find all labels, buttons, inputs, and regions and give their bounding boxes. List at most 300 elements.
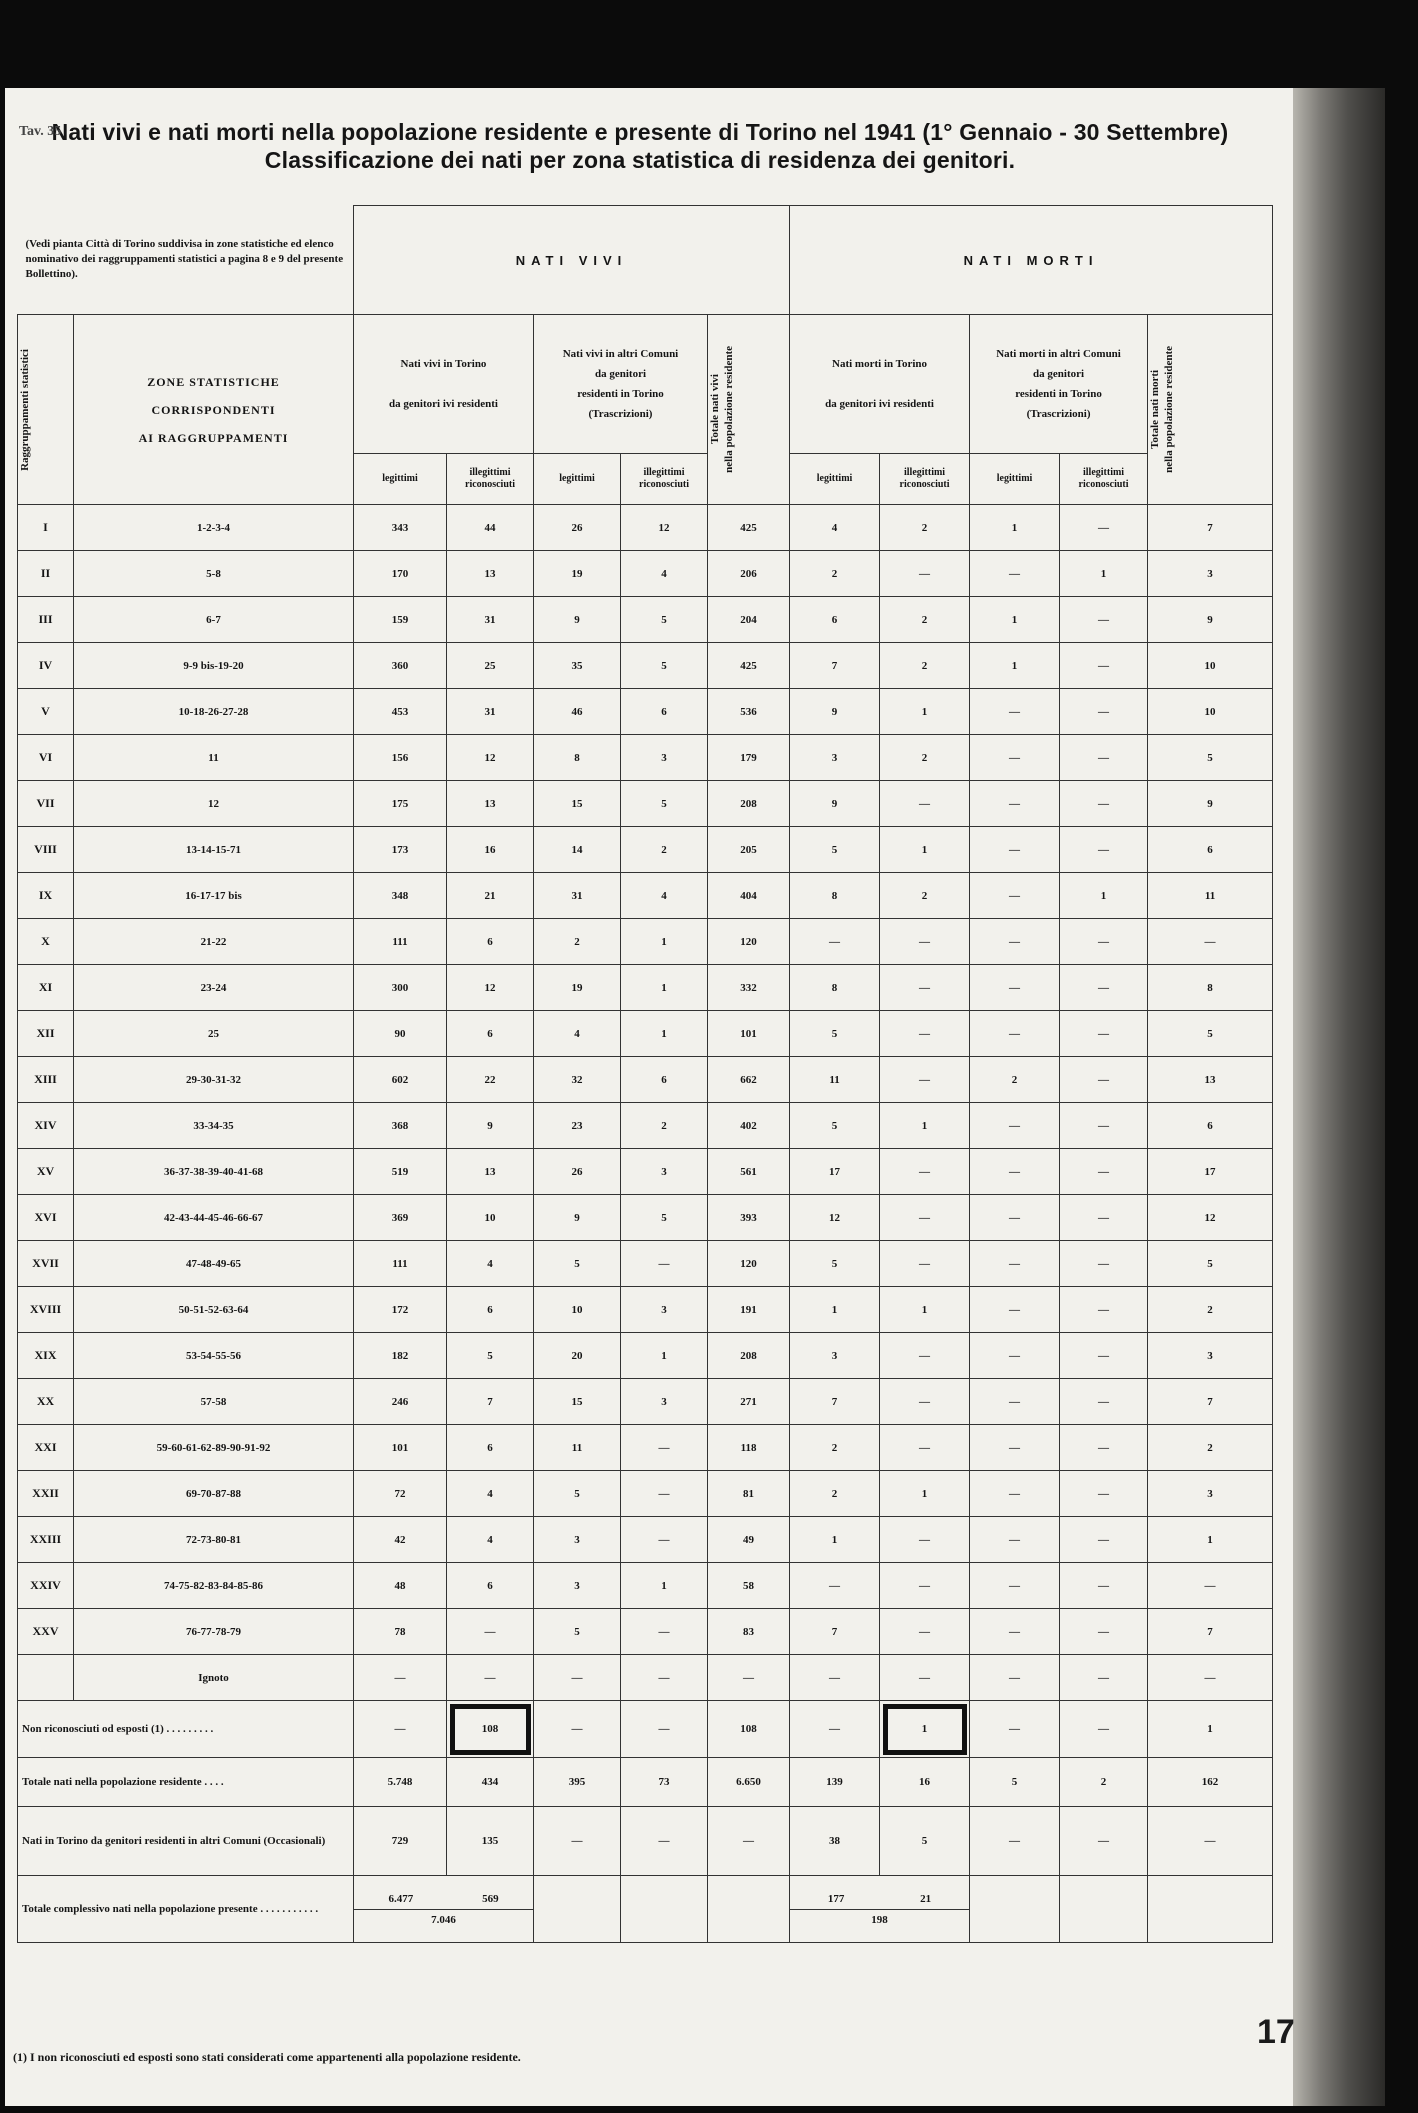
- page-binding-shadow: [1293, 88, 1385, 2106]
- value-cell: 46: [534, 689, 621, 735]
- table-row: [18, 1425, 1273, 1471]
- value-cell: 300: [354, 965, 447, 1011]
- zone-cell: 12: [74, 781, 354, 827]
- table-row: [18, 1149, 1273, 1195]
- totale-morti-label: [1148, 346, 1176, 473]
- table-row: [18, 689, 1273, 735]
- table-row: [18, 1011, 1273, 1057]
- value-cell: —: [708, 1655, 790, 1701]
- value-cell: 12: [447, 735, 534, 781]
- value-cell: —: [970, 1517, 1060, 1563]
- totale-vivi-label: [708, 346, 736, 473]
- value-cell: 5: [1148, 735, 1273, 781]
- value-cell: 5: [534, 1471, 621, 1517]
- value-cell: 23: [534, 1103, 621, 1149]
- value-cell: 22: [447, 1057, 534, 1103]
- value-cell: 453: [354, 689, 447, 735]
- raggruppamento-cell: XIII: [18, 1057, 74, 1103]
- value-cell: 4: [534, 1011, 621, 1057]
- value-cell: —: [880, 1609, 970, 1655]
- totale-row: [18, 1758, 1273, 1807]
- raggruppamento-cell: XX: [18, 1379, 74, 1425]
- value-cell: 4: [621, 551, 708, 597]
- value-cell: 5: [621, 643, 708, 689]
- zone-cell: 72-73-80-81: [74, 1517, 354, 1563]
- value-cell: —: [880, 1195, 970, 1241]
- zone-cell: 10-18-26-27-28: [74, 689, 354, 735]
- zone-cell: 69-70-87-88: [74, 1471, 354, 1517]
- raggruppamento-cell: XIV: [18, 1103, 74, 1149]
- raggruppamento-cell: XII: [18, 1011, 74, 1057]
- value-cell: 156: [354, 735, 447, 781]
- value-cell: —: [1060, 1333, 1148, 1379]
- value-cell: —: [621, 1701, 708, 1758]
- totale-vivi-header: [708, 315, 790, 505]
- morti-torino-header: [790, 315, 970, 454]
- morti-altri-l1: Nati morti in altri Comuni: [996, 348, 1121, 360]
- value-cell: —: [880, 1379, 970, 1425]
- value-cell: —: [708, 1807, 790, 1876]
- value-cell: 162: [1148, 1758, 1273, 1807]
- value-cell: 120: [708, 919, 790, 965]
- value-cell: 3: [534, 1563, 621, 1609]
- raggruppamento-cell: XXIV: [18, 1563, 74, 1609]
- value-cell: 5: [621, 597, 708, 643]
- value-cell: 10: [534, 1287, 621, 1333]
- complessivo-illegittimi: 21: [920, 1892, 932, 1905]
- col-illegittimi: [1060, 454, 1148, 505]
- value-cell: 172: [354, 1287, 447, 1333]
- value-cell: 2: [1148, 1425, 1273, 1471]
- value-cell: 111: [354, 919, 447, 965]
- value-cell: 7: [1148, 1609, 1273, 1655]
- value-cell: 38: [790, 1807, 880, 1876]
- col-legittimi: legittimi: [534, 454, 621, 505]
- vivi-torino-l2: da genitori ivi residenti: [389, 398, 498, 410]
- value-cell: 2: [880, 643, 970, 689]
- value-cell: 5: [621, 1195, 708, 1241]
- table-row: [18, 1471, 1273, 1517]
- illegittimi-l1: illegittimi: [469, 467, 511, 478]
- raggruppamento-cell: XV: [18, 1149, 74, 1195]
- table-row: [18, 781, 1273, 827]
- zone-cell: 74-75-82-83-84-85-86: [74, 1563, 354, 1609]
- value-cell: 2: [880, 735, 970, 781]
- value-cell: 3: [621, 1379, 708, 1425]
- value-cell: 343: [354, 505, 447, 551]
- zone-cell: 33-34-35: [74, 1103, 354, 1149]
- value-cell: 120: [708, 1241, 790, 1287]
- raggruppamento-cell: II: [18, 551, 74, 597]
- value-cell: 1: [621, 1563, 708, 1609]
- value-cell: 5: [534, 1241, 621, 1287]
- vivi-torino-l1: Nati vivi in Torino: [400, 358, 487, 370]
- value-cell: 175: [354, 781, 447, 827]
- table-row: [18, 1103, 1273, 1149]
- value-cell: 182: [354, 1333, 447, 1379]
- value-cell: 26: [534, 505, 621, 551]
- value-cell: 246: [354, 1379, 447, 1425]
- value-cell: 58: [708, 1563, 790, 1609]
- value-cell: 360: [354, 643, 447, 689]
- totale-vivi-l1: Totale nati vivi: [709, 374, 721, 445]
- value-cell: 11: [790, 1057, 880, 1103]
- value-cell: 78: [354, 1609, 447, 1655]
- morti-altri-l2: da genitori: [1033, 368, 1085, 380]
- value-cell: —: [970, 1655, 1060, 1701]
- value-cell: —: [1060, 1149, 1148, 1195]
- value-cell: 3: [1148, 551, 1273, 597]
- value-cell: 6: [447, 1287, 534, 1333]
- empty-cell: [1148, 1876, 1273, 1943]
- value-cell: —: [970, 689, 1060, 735]
- zone-label-2: CORRISPONDENTI: [151, 402, 276, 417]
- value-cell: —: [970, 1287, 1060, 1333]
- vivi-altri-l4: (Trascrizioni): [588, 408, 653, 420]
- value-cell: 1: [880, 827, 970, 873]
- value-cell: 332: [708, 965, 790, 1011]
- value-cell: —: [970, 1379, 1060, 1425]
- raggruppamento-cell: XI: [18, 965, 74, 1011]
- zone-cell: 57-58: [74, 1379, 354, 1425]
- value-cell: 20: [534, 1333, 621, 1379]
- value-cell: 3: [790, 735, 880, 781]
- value-cell: —: [1060, 1471, 1148, 1517]
- value-cell: 425: [708, 643, 790, 689]
- raggruppamento-cell: XVI: [18, 1195, 74, 1241]
- value-cell: 26: [534, 1149, 621, 1195]
- raggruppamento-cell: X: [18, 919, 74, 965]
- raggruppamento-cell: XVIII: [18, 1287, 74, 1333]
- raggruppamento-cell: IX: [18, 873, 74, 919]
- table-row: [18, 1195, 1273, 1241]
- empty-cell: [1060, 1876, 1148, 1943]
- value-cell: 536: [708, 689, 790, 735]
- value-cell: 1: [790, 1287, 880, 1333]
- nonric-row-label: Non riconosciuti od esposti (1) . . . . . . . . .: [18, 1701, 354, 1758]
- value-cell: 31: [447, 689, 534, 735]
- raggruppamento-cell: IV: [18, 643, 74, 689]
- page-subtitle: Classificazione dei nati per zona statistica di residenza dei genitori.: [264, 147, 1016, 173]
- zone-cell: 50-51-52-63-64: [74, 1287, 354, 1333]
- value-cell: 12: [447, 965, 534, 1011]
- raggruppamento-cell: XXIII: [18, 1517, 74, 1563]
- value-cell: 348: [354, 873, 447, 919]
- table-row: [18, 1655, 1273, 1701]
- value-cell: 7: [790, 1609, 880, 1655]
- table-row: [18, 827, 1273, 873]
- value-cell: —: [970, 1241, 1060, 1287]
- table-row: [18, 1563, 1273, 1609]
- morti-torino-l1: Nati morti in Torino: [832, 358, 928, 370]
- value-cell: 208: [708, 1333, 790, 1379]
- value-cell: 5: [621, 781, 708, 827]
- value-cell: 1: [621, 1333, 708, 1379]
- value-cell: —: [1148, 1563, 1273, 1609]
- value-cell: 602: [354, 1057, 447, 1103]
- value-cell: —: [880, 1241, 970, 1287]
- value-cell: 3: [621, 1287, 708, 1333]
- value-cell: 101: [708, 1011, 790, 1057]
- value-cell: 1: [1148, 1701, 1273, 1758]
- value-cell: 1: [621, 919, 708, 965]
- value-cell: —: [970, 873, 1060, 919]
- complessivo-group: [354, 1876, 534, 1943]
- value-cell: 1: [1060, 551, 1148, 597]
- value-cell: 101: [354, 1425, 447, 1471]
- value-cell: 395: [534, 1758, 621, 1807]
- table-row: [18, 1609, 1273, 1655]
- value-cell: 1: [880, 1471, 970, 1517]
- table-row: [18, 643, 1273, 689]
- complessivo-label: Totale complessivo nati nella popolazione presente . . . . . . . . . . .: [18, 1876, 354, 1943]
- raggruppamenti-header: [18, 315, 74, 505]
- value-cell: 402: [708, 1103, 790, 1149]
- value-cell: 8: [534, 735, 621, 781]
- morti-altri-l3: residenti in Torino: [1015, 388, 1102, 400]
- value-cell: —: [790, 1655, 880, 1701]
- value-cell: 15: [534, 781, 621, 827]
- value-cell: 6: [447, 1425, 534, 1471]
- value-cell: 12: [621, 505, 708, 551]
- value-cell: —: [621, 1241, 708, 1287]
- value-cell: —: [1060, 1103, 1148, 1149]
- zone-cell: 9-9 bis-19-20: [74, 643, 354, 689]
- value-cell: 49: [708, 1517, 790, 1563]
- vivi-altri-l2: da genitori: [594, 368, 647, 380]
- value-cell: —: [1060, 1195, 1148, 1241]
- value-cell: 205: [708, 827, 790, 873]
- value-cell: 5: [880, 1807, 970, 1876]
- value-cell: 4: [447, 1471, 534, 1517]
- table-row: [18, 1333, 1273, 1379]
- value-cell: 48: [354, 1563, 447, 1609]
- value-cell: 1: [1148, 1517, 1273, 1563]
- raggruppamento-cell: [18, 1655, 74, 1701]
- illegittimi-l2: riconosciuti: [639, 479, 689, 490]
- zone-cell: 59-60-61-62-89-90-91-92: [74, 1425, 354, 1471]
- value-cell: —: [970, 1011, 1060, 1057]
- value-cell: —: [970, 551, 1060, 597]
- zone-label-1: ZONE STATISTICHE: [147, 374, 280, 389]
- value-cell: 404: [708, 873, 790, 919]
- value-cell: 2: [1060, 1758, 1148, 1807]
- table-row: [18, 1517, 1273, 1563]
- note-cell: [18, 206, 354, 315]
- value-cell: —: [621, 1471, 708, 1517]
- value-cell: 6: [1148, 827, 1273, 873]
- value-cell: 1: [970, 643, 1060, 689]
- raggruppamento-cell: XIX: [18, 1333, 74, 1379]
- value-cell: 1: [880, 1103, 970, 1149]
- value-cell: 6: [1148, 1103, 1273, 1149]
- value-cell: 729: [354, 1807, 447, 1876]
- zone-cell: 21-22: [74, 919, 354, 965]
- value-cell: —: [1060, 1379, 1148, 1425]
- value-cell: 159: [354, 597, 447, 643]
- value-cell: 3: [534, 1517, 621, 1563]
- value-cell: —: [1060, 1287, 1148, 1333]
- value-cell: —: [970, 1701, 1060, 1758]
- value-cell: —: [880, 551, 970, 597]
- value-cell: 9: [534, 597, 621, 643]
- totale-vivi-l2: nella popolazione residente: [723, 346, 735, 473]
- value-cell: 4: [621, 873, 708, 919]
- page-title: Nati vivi e nati morti nella popolazione residente e presente di Torino nel 1941 (1° Gennaio - 30 Settembre): [51, 119, 1229, 145]
- value-cell: —: [1060, 1057, 1148, 1103]
- value-cell: 9: [534, 1195, 621, 1241]
- value-cell: 191: [708, 1287, 790, 1333]
- value-cell: 2: [970, 1057, 1060, 1103]
- value-cell: 13: [447, 781, 534, 827]
- value-cell: —: [621, 1517, 708, 1563]
- value-cell: 6: [447, 919, 534, 965]
- value-cell: 19: [534, 551, 621, 597]
- value-cell: 13: [447, 1149, 534, 1195]
- value-cell: —: [1148, 919, 1273, 965]
- zone-cell: 29-30-31-32: [74, 1057, 354, 1103]
- value-cell: —: [970, 827, 1060, 873]
- occasionali-row-label: Nati in Torino da genitori residenti in altri Comuni (Occasionali): [18, 1807, 354, 1876]
- col-illegittimi: [447, 454, 534, 505]
- value-cell: 1: [621, 1011, 708, 1057]
- value-cell: 13: [1148, 1057, 1273, 1103]
- nati-vivi-header: NATI VIVI: [354, 206, 790, 315]
- value-cell: 8: [790, 965, 880, 1011]
- value-cell: 8: [1148, 965, 1273, 1011]
- value-cell: 1: [880, 689, 970, 735]
- value-cell: 5: [790, 827, 880, 873]
- value-cell: 83: [708, 1609, 790, 1655]
- empty-cell: [621, 1876, 708, 1943]
- value-cell: 81: [708, 1471, 790, 1517]
- nati-morti-header: NATI MORTI: [790, 206, 1273, 315]
- zone-cell: 1-2-3-4: [74, 505, 354, 551]
- table-row: [18, 1057, 1273, 1103]
- footnote: (1) I non riconosciuti ed esposti sono stati considerati come appartenenti alla popolazione residente.: [13, 2050, 521, 2064]
- value-cell: 2: [790, 1471, 880, 1517]
- zone-cell: 25: [74, 1011, 354, 1057]
- table-row: [18, 873, 1273, 919]
- value-cell: 118: [708, 1425, 790, 1471]
- value-cell: —: [790, 1563, 880, 1609]
- value-cell: 90: [354, 1011, 447, 1057]
- value-cell: —: [621, 1609, 708, 1655]
- value-cell: —: [1060, 597, 1148, 643]
- value-cell: —: [1060, 735, 1148, 781]
- table-row: [18, 551, 1273, 597]
- table-row: [18, 505, 1273, 551]
- value-cell: 2: [1148, 1287, 1273, 1333]
- zone-cell: 6-7: [74, 597, 354, 643]
- value-cell: —: [970, 1807, 1060, 1876]
- raggruppamento-cell: XXI: [18, 1425, 74, 1471]
- value-cell: 4: [447, 1517, 534, 1563]
- raggruppamento-cell: VI: [18, 735, 74, 781]
- morti-altri-header: [970, 315, 1148, 454]
- value-cell: —: [1060, 781, 1148, 827]
- value-cell: 17: [1148, 1149, 1273, 1195]
- value-cell: 5: [534, 1609, 621, 1655]
- value-cell: —: [880, 781, 970, 827]
- value-cell: —: [880, 1011, 970, 1057]
- occasionali-row: [18, 1807, 1273, 1876]
- value-cell: —: [970, 1195, 1060, 1241]
- value-cell: 35: [534, 643, 621, 689]
- value-cell: —: [880, 1517, 970, 1563]
- value-cell: 2: [790, 1425, 880, 1471]
- raggruppamento-cell: XVII: [18, 1241, 74, 1287]
- value-cell: 2: [621, 827, 708, 873]
- zone-cell: 42-43-44-45-46-66-67: [74, 1195, 354, 1241]
- header-row-2: [18, 315, 1273, 454]
- empty-cell: [970, 1876, 1060, 1943]
- raggruppamento-cell: VIII: [18, 827, 74, 873]
- table-row: [18, 597, 1273, 643]
- raggruppamento-cell: XXII: [18, 1471, 74, 1517]
- value-cell: 9: [1148, 781, 1273, 827]
- zone-cell: 5-8: [74, 551, 354, 597]
- value-cell: 31: [534, 873, 621, 919]
- value-cell: —: [880, 1333, 970, 1379]
- value-cell: —: [970, 1425, 1060, 1471]
- value-cell: 179: [708, 735, 790, 781]
- raggruppamento-cell: III: [18, 597, 74, 643]
- value-cell: —: [354, 1701, 447, 1758]
- value-cell: 5: [447, 1333, 534, 1379]
- morti-altri-l4: (Trascrizioni): [1026, 408, 1091, 420]
- complessivo-illegittimi: 569: [482, 1892, 499, 1905]
- value-cell: 139: [790, 1758, 880, 1807]
- value-cell: —: [621, 1655, 708, 1701]
- table-row: [18, 965, 1273, 1011]
- value-cell: —: [970, 1149, 1060, 1195]
- value-cell: 9: [447, 1103, 534, 1149]
- value-cell: 11: [1148, 873, 1273, 919]
- value-cell: 31: [447, 597, 534, 643]
- value-cell: —: [970, 1471, 1060, 1517]
- value-cell: 369: [354, 1195, 447, 1241]
- value-cell: 2: [621, 1103, 708, 1149]
- value-cell: 425: [708, 505, 790, 551]
- value-cell: —: [1060, 1655, 1148, 1701]
- illegittimi-l2: riconosciuti: [899, 479, 950, 490]
- value-cell: —: [970, 1609, 1060, 1655]
- zone-cell: 23-24: [74, 965, 354, 1011]
- value-cell: —: [880, 1655, 970, 1701]
- vivi-altri-header: [534, 315, 708, 454]
- illegittimi-l1: illegittimi: [903, 467, 946, 478]
- value-cell: —: [790, 1701, 880, 1758]
- value-cell: 1: [880, 1701, 970, 1758]
- value-cell: 1: [1060, 873, 1148, 919]
- value-cell: 271: [708, 1379, 790, 1425]
- zone-cell: 53-54-55-56: [74, 1333, 354, 1379]
- value-cell: 73: [621, 1758, 708, 1807]
- value-cell: 6: [447, 1011, 534, 1057]
- value-cell: —: [790, 919, 880, 965]
- value-cell: —: [447, 1609, 534, 1655]
- value-cell: —: [880, 1425, 970, 1471]
- value-cell: —: [1060, 1609, 1148, 1655]
- value-cell: 6: [621, 689, 708, 735]
- value-cell: 393: [708, 1195, 790, 1241]
- value-cell: —: [880, 965, 970, 1011]
- value-cell: 11: [534, 1425, 621, 1471]
- value-cell: —: [880, 1057, 970, 1103]
- empty-cell: [708, 1876, 790, 1943]
- illegittimi-l1: illegittimi: [1082, 467, 1125, 478]
